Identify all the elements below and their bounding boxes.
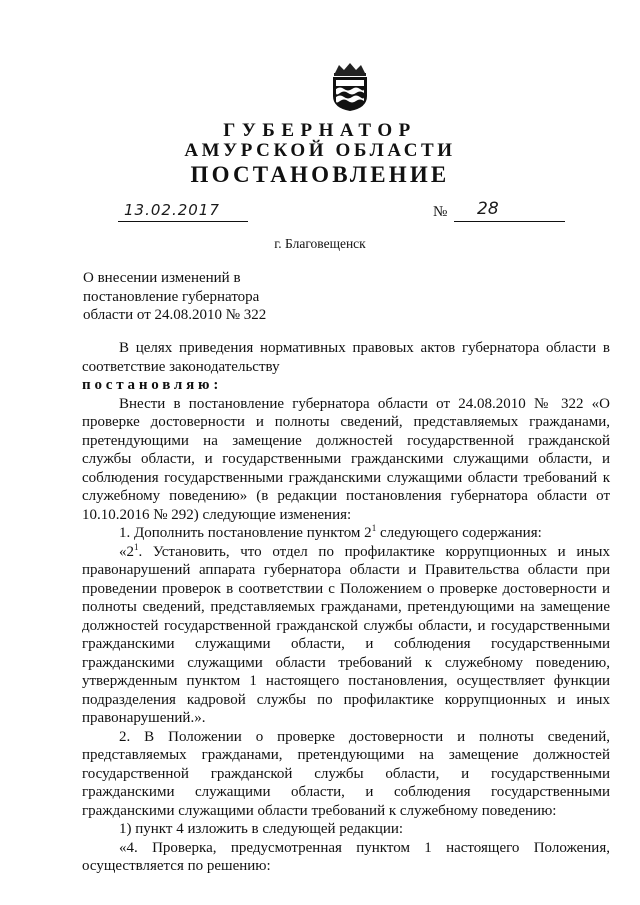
preamble-paragraph: В целях приведения нормативных правовых актов губернатора области в соответствие законодательству: [82, 340, 610, 375]
subject-line: О внесении изменений в: [83, 270, 241, 286]
amur-coat-of-arms-icon: [327, 62, 373, 112]
quoted-clause-superscript: 1: [134, 541, 139, 552]
subject-line: области от 24.08.2010 № 322: [83, 307, 267, 323]
item-1-paragraph: [82, 524, 610, 543]
item-1-text: 1. Дополнить постановление пунктом 2: [119, 525, 372, 541]
document-type-title: ПОСТАНОВЛЕНИЕ: [190, 162, 450, 187]
quoted-point-4-paragraph: «4. Проверка, предусмотренная пунктом 1 настоящего Положения, осуществляется по решению:: [82, 839, 610, 874]
handwritten-number: 28: [477, 199, 499, 219]
handwritten-date: 13.02.2017: [124, 201, 220, 219]
header-title-governor: ГУБЕРНАТОР: [223, 120, 417, 141]
quoted-clause-paragraph: [82, 543, 610, 728]
document-subject: [83, 269, 266, 325]
date-underline: [118, 221, 248, 222]
decree-word: постановляю:: [82, 377, 223, 393]
subject-line: постановление губернатора: [83, 288, 260, 305]
intro-paragraph: Внести в постановление губернатора области от 24.08.2010 № 322 «О проверке достоверности и полноты сведений, представляемых гражданами, претендующими на замещение должностей государственной гражданской службы области, и государственными гражданскими служащими области, и соблюдения государственными гражданскими служащими области требований к служебному поведению» (в редакции постановления губернатора области от 10.10.2016 № 292) следующие изменения:: [82, 395, 610, 523]
item-1-superscript: 1: [371, 523, 377, 533]
document-body: [82, 339, 610, 876]
subitem-1-paragraph: 1) пункт 4 изложить в следующей редакции:: [119, 821, 404, 837]
quoted-clause-text: . Установить, что отдел по профилактике коррупционных и иных правонарушений аппарата губернатора области и Правительства области при проведении проверок в соответствии с Положением о проверке достоверности и полноты сведений, представляемых гражданами, претендующими на замещение должностей государственной гражданской службы области, и государственными гражданскими служащими области, и соблюдения государственными гражданскими служащими области требований к служебному поведению, утвержденным пунктом 1 настоящего постановления, осуществляет функции подразделения кадровой службы по профилактике коррупционных и иных правонарушений.».: [82, 543, 610, 726]
header-title-region: АМУРСКОЙ ОБЛАСТИ: [184, 140, 456, 161]
city-line: г. Благовещенск: [274, 236, 366, 251]
number-underline: [454, 221, 565, 222]
quoted-clause-start: «2: [119, 543, 134, 560]
item-1-text-end: следующего содержания:: [376, 525, 542, 541]
item-2-paragraph: 2. В Положении о проверке достоверности и полноты сведений, представляемых гражданами, претендующими на замещение должностей государственной гражданской службы области, и государственными гражданскими служащими области, и соблюдения государственными гражданскими служащими области требований к служебному поведению:: [82, 728, 610, 819]
number-sign: №: [433, 204, 448, 220]
